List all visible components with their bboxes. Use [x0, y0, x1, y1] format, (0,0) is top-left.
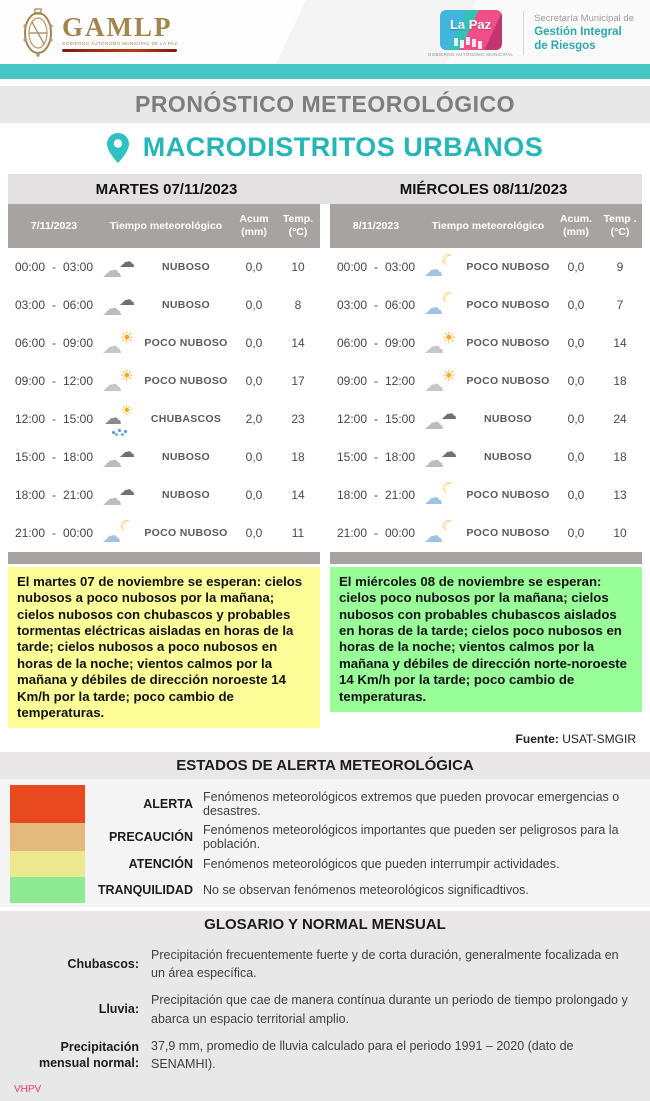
col-temp-line1: Temp .: [603, 212, 637, 225]
time-end: 06:00: [63, 298, 94, 312]
source-label: Fuente:: [515, 732, 559, 747]
weather-description: POCO NUBOSO: [466, 527, 550, 539]
time-start: 03:00: [336, 298, 367, 312]
alerts-list: [0, 779, 650, 907]
time-end: 15:00: [63, 412, 94, 426]
gamlp-subtitle: GOBIERNO AUTÓNOMO MUNICIPAL DE LA PAZ: [62, 41, 178, 47]
time-dash: -: [52, 260, 56, 274]
accumulation-value: 0,0: [245, 374, 263, 388]
alert-color-swatch: [10, 877, 85, 903]
teal-accent-bar: [0, 64, 650, 79]
col-acum-line2: (mm): [563, 226, 589, 238]
time-range: [330, 298, 422, 312]
temperature-value: 14: [291, 336, 305, 350]
forecast-rows: [8, 248, 320, 552]
alert-description: No se observan fenómenos meteorológicos significadtivos.: [203, 883, 529, 898]
weather-icon-cell: [100, 291, 140, 319]
weather-icon: [102, 253, 138, 281]
time-dash: -: [374, 260, 378, 274]
time-dash: -: [52, 526, 56, 540]
time-dash: -: [52, 336, 56, 350]
header-band: [0, 0, 650, 64]
forecast-row: [8, 248, 320, 286]
time-start: 15:00: [14, 450, 45, 464]
glossary-row: [14, 991, 636, 1027]
gamlp-ribbon: [62, 49, 177, 52]
secretaria-block: [534, 13, 634, 54]
forecast-row: [330, 324, 642, 362]
weather-icon-cell: [100, 443, 140, 471]
time-end: 06:00: [385, 298, 416, 312]
time-end: 03:00: [385, 260, 416, 274]
time-end: 03:00: [63, 260, 94, 274]
time-range: [330, 336, 422, 350]
time-start: 00:00: [336, 260, 367, 274]
alert-description: Fenómenos meteorológicos extremos que pueden provocar emergencias o desastres.: [203, 790, 620, 819]
glossary-title: GLOSARIO Y NORMAL MENSUAL: [204, 916, 446, 934]
weather-icon: [102, 519, 138, 547]
time-dash: -: [374, 298, 378, 312]
forecast-summaries: [0, 564, 650, 728]
time-dash: -: [374, 488, 378, 502]
weather-icon: [424, 481, 460, 509]
page-subtitle: MACRODISTRITOS URBANOS: [142, 132, 544, 162]
weather-description: POCO NUBOSO: [466, 489, 550, 501]
col-acum: [232, 213, 276, 239]
time-dash: -: [374, 336, 378, 350]
glossary-term: Lluvia:: [98, 1002, 139, 1017]
weather-icon: [424, 329, 460, 357]
forecast-summary-tuesday: El martes 07 de noviembre se esperan: cielos nubosos a poco nubosos por la mañana; cielos nubosos con chubascos y probables tormentas eléctricas aisladas en horas de la tarde; cielos nubosos a poco nubosos en horas de la noche; vientos calmos por la mañana y débiles de dirección noroeste 14 Km/h por la tarde; poco cambio de temperaturas.: [8, 567, 320, 728]
secretaria-line1: Secretaría Municipal de: [534, 12, 634, 24]
page-title: PRONÓSTICO METEOROLÓGICO: [134, 91, 515, 117]
forecast-row: [330, 400, 642, 438]
col-weather: Tiempo meteorológico: [431, 220, 545, 232]
forecast-row: [330, 362, 642, 400]
weather-icon: [102, 443, 138, 471]
weather-icon: [102, 329, 138, 357]
weather-icon: [102, 367, 138, 395]
glossary-row: [14, 1037, 636, 1073]
col-temp-line2: (°C): [288, 226, 308, 238]
time-end: 18:00: [385, 450, 416, 464]
weather-description: NUBOSO: [162, 489, 210, 501]
time-start: 06:00: [14, 336, 45, 350]
col-temp-line1: Temp.: [282, 212, 314, 225]
time-start: 15:00: [336, 450, 367, 464]
accumulation-value: 0,0: [567, 374, 585, 388]
temperature-value: 18: [613, 450, 627, 464]
time-range: [8, 450, 100, 464]
weather-icon-cell: [100, 519, 140, 547]
time-dash: -: [374, 374, 378, 388]
glossary-section-header: [0, 911, 650, 938]
alert-row: [0, 851, 650, 877]
time-start: 03:00: [14, 298, 45, 312]
col-date: 7/11/2023: [30, 220, 78, 232]
weather-description: POCO NUBOSO: [466, 337, 550, 349]
weather-icon-cell: [100, 253, 140, 281]
forecast-row: [8, 362, 320, 400]
table-footer-bar: [330, 552, 642, 564]
weather-description: CHUBASCOS: [150, 413, 222, 425]
alert-label: TRANQUILIDAD: [97, 883, 193, 898]
weather-icon-cell: [100, 481, 140, 509]
lapaz-skyline-icon: [454, 38, 458, 46]
weather-icon: [102, 481, 138, 509]
temperature-value: 24: [613, 412, 627, 426]
weather-icon-cell: [422, 405, 462, 433]
weather-icon: [424, 405, 460, 433]
lapaz-mosaic-icon: [440, 10, 502, 50]
temperature-value: 17: [291, 374, 305, 388]
time-end: 09:00: [63, 336, 94, 350]
time-start: 09:00: [336, 374, 367, 388]
weather-icon: [424, 291, 460, 319]
temperature-value: 23: [291, 412, 305, 426]
col-temp-line2: (°C): [610, 226, 630, 238]
col-temp: [598, 213, 642, 239]
accumulation-value: 0,0: [245, 298, 263, 312]
time-range: [8, 260, 100, 274]
alerts-title: ESTADOS DE ALERTA METEOROLÓGICA: [176, 757, 474, 775]
accumulation-value: 0,0: [567, 412, 585, 426]
time-dash: -: [52, 412, 56, 426]
column-header-row: [8, 204, 320, 248]
forecast-table-tuesday: [8, 204, 320, 564]
weather-description: POCO NUBOSO: [144, 527, 228, 539]
location-pin-icon: [107, 133, 129, 163]
accumulation-value: 0,0: [245, 336, 263, 350]
forecast-row: [8, 400, 320, 438]
alert-row: [0, 785, 650, 823]
lapaz-wordmark: La Paz: [449, 16, 492, 32]
accumulation-value: 0,0: [245, 488, 263, 502]
forecast-row: [330, 476, 642, 514]
weather-description: NUBOSO: [484, 451, 532, 463]
time-range: [330, 412, 422, 426]
time-start: 00:00: [14, 260, 45, 274]
weather-icon-cell: [422, 291, 462, 319]
time-range: [8, 412, 100, 426]
temperature-value: 9: [616, 260, 624, 274]
header-divider: [523, 11, 524, 55]
time-range: [8, 526, 100, 540]
accumulation-value: 0,0: [567, 450, 585, 464]
weather-icon-cell: [422, 443, 462, 471]
time-end: 21:00: [63, 488, 94, 502]
weather-icon: [424, 253, 460, 281]
alert-color-swatch: [10, 823, 85, 851]
weather-description: POCO NUBOSO: [144, 337, 228, 349]
secretaria-line3: de Riesgos: [534, 39, 596, 52]
time-start: 06:00: [336, 336, 367, 350]
accumulation-value: 0,0: [567, 336, 585, 350]
time-start: 12:00: [336, 412, 367, 426]
time-range: [330, 450, 422, 464]
glossary-definition: Precipitación frecuentemente fuerte y de corta duración, generalmente focalizada en un área específica.: [151, 948, 619, 981]
alert-color-swatch: [10, 851, 85, 877]
gamlp-logo: [20, 8, 177, 58]
glossary-definition: 37,9 mm, promedio de lluvia calculado para el periodo 1991 – 2020 (dato de SENAMHI).: [151, 1038, 574, 1071]
time-range: [8, 298, 100, 312]
time-range: [8, 488, 100, 502]
time-start: 18:00: [336, 488, 367, 502]
time-dash: -: [52, 298, 56, 312]
day-header-bar: [8, 174, 642, 204]
weather-description: POCO NUBOSO: [466, 375, 550, 387]
temperature-value: 8: [294, 298, 302, 312]
weather-icon: [102, 291, 138, 319]
time-start: 21:00: [14, 526, 45, 540]
weather-icon: [102, 405, 138, 433]
table-footer-bar: [8, 552, 320, 564]
col-acum: [554, 213, 598, 239]
accumulation-value: 0,0: [245, 450, 263, 464]
col-acum-line2: (mm): [241, 226, 267, 238]
alert-label: ALERTA: [143, 797, 193, 812]
temperature-value: 18: [291, 450, 305, 464]
time-start: 18:00: [14, 488, 45, 502]
time-range: [330, 374, 422, 388]
forecast-row: [8, 438, 320, 476]
temperature-value: 10: [613, 526, 627, 540]
time-end: 00:00: [385, 526, 416, 540]
glossary-row: [14, 946, 636, 982]
weather-description: POCO NUBOSO: [466, 299, 550, 311]
weather-description: POCO NUBOSO: [144, 375, 228, 387]
gamlp-crest-icon: [20, 8, 56, 58]
weather-description: NUBOSO: [162, 261, 210, 273]
column-header-row: [330, 204, 642, 248]
alert-description: Fenómenos meteorológicos que pueden interrumpir actividades.: [203, 857, 560, 872]
weather-icon-cell: [422, 367, 462, 395]
weather-description: NUBOSO: [484, 413, 532, 425]
time-end: 15:00: [385, 412, 416, 426]
accumulation-value: 2,0: [245, 412, 263, 426]
time-dash: -: [52, 450, 56, 464]
alerts-section-header: [0, 752, 650, 779]
alert-description: Fenómenos meteorológicos importantes que pueden ser peligrosos para la población.: [203, 823, 619, 852]
weather-icon-cell: [100, 405, 140, 433]
time-range: [8, 336, 100, 350]
forecast-row: [330, 438, 642, 476]
time-dash: -: [52, 488, 56, 502]
secretaria-line2: Gestión Integral: [534, 25, 622, 38]
col-weather: Tiempo meteorológico: [109, 220, 223, 232]
accumulation-value: 0,0: [245, 526, 263, 540]
glossary-term: Precipitación mensual normal:: [38, 1039, 139, 1070]
day-header-wednesday: MIÉRCOLES 08/11/2023: [399, 180, 568, 198]
forecast-row: [330, 514, 642, 552]
time-end: 09:00: [385, 336, 416, 350]
report-title-bar: [0, 86, 650, 123]
lapaz-subtitle: GOBIERNO AUTÓNOMO MUNICIPAL: [427, 51, 514, 57]
temperature-value: 14: [613, 336, 627, 350]
gamlp-wordmark: GAMLP: [62, 12, 173, 43]
rain-drops-icon: [112, 431, 115, 434]
time-dash: -: [52, 374, 56, 388]
forecast-rows: [330, 248, 642, 552]
weather-description: NUBOSO: [162, 451, 210, 463]
time-end: 12:00: [385, 374, 416, 388]
time-end: 21:00: [385, 488, 416, 502]
report-subtitle-row: [0, 123, 650, 172]
forecast-row: [8, 514, 320, 552]
accumulation-value: 0,0: [245, 260, 263, 274]
time-end: 12:00: [63, 374, 94, 388]
weather-description: NUBOSO: [162, 299, 210, 311]
weather-icon-cell: [100, 329, 140, 357]
time-range: [8, 374, 100, 388]
forecast-table-wednesday: [330, 204, 642, 564]
temperature-value: 14: [291, 488, 305, 502]
accumulation-value: 0,0: [567, 298, 585, 312]
time-end: 00:00: [63, 526, 94, 540]
source-line: [0, 728, 650, 748]
time-start: 09:00: [14, 374, 45, 388]
forecast-row: [330, 248, 642, 286]
weather-description: POCO NUBOSO: [466, 261, 550, 273]
source-value: USAT-SMGIR: [558, 732, 636, 747]
forecast-tables: [0, 204, 650, 564]
time-dash: -: [374, 526, 378, 540]
day-header-tuesday: MARTES 07/11/2023: [95, 180, 238, 198]
time-dash: -: [374, 412, 378, 426]
glossary-definition: Precipitación que cae de manera contínua durante un periodo de tiempo prolongado y abarca un espacio territorial amplio.: [151, 993, 628, 1026]
glossary-list: [0, 938, 650, 1101]
alert-label: ATENCIÓN: [128, 857, 193, 872]
forecast-row: [330, 286, 642, 324]
alert-color-swatch: [10, 785, 85, 823]
time-start: 21:00: [336, 526, 367, 540]
forecast-row: [8, 324, 320, 362]
lapaz-logo: [428, 10, 513, 57]
col-date: 8/11/2023: [352, 220, 400, 232]
weather-icon: [424, 443, 460, 471]
col-temp: [276, 213, 320, 239]
time-range: [330, 488, 422, 502]
weather-icon: [424, 519, 460, 547]
accumulation-value: 0,0: [567, 526, 585, 540]
forecast-row: [8, 476, 320, 514]
time-start: 12:00: [14, 412, 45, 426]
weather-icon-cell: [422, 253, 462, 281]
temperature-value: 10: [291, 260, 305, 274]
col-acum-line1: Acum.: [559, 212, 593, 225]
temperature-value: 18: [613, 374, 627, 388]
glossary-term: Chubascos:: [67, 957, 139, 972]
time-range: [330, 260, 422, 274]
weather-icon-cell: [422, 481, 462, 509]
temperature-value: 7: [616, 298, 624, 312]
alert-row: [0, 823, 650, 851]
temperature-value: 11: [291, 526, 305, 540]
alert-label: PRECAUCIÓN: [108, 830, 193, 845]
time-range: [330, 526, 422, 540]
time-dash: -: [374, 450, 378, 464]
alert-row: [0, 877, 650, 903]
forecast-summary-wednesday: El miércoles 08 de noviembre se esperan: cielos poco nubosos por la mañana; cielos nubosos con probables chubascos aislados en horas de la tarde; cielos poco nubosos en horas de la noche; vientos calmos por la mañana y débiles de dirección norte-noroeste 14 Km/h por la tarde; poco cambio de temperaturas.: [330, 567, 642, 712]
accumulation-value: 0,0: [567, 488, 585, 502]
col-acum-line1: Acum: [239, 212, 269, 225]
temperature-value: 13: [613, 488, 627, 502]
time-end: 18:00: [63, 450, 94, 464]
forecast-row: [8, 286, 320, 324]
weather-icon-cell: [422, 329, 462, 357]
weather-icon-cell: [100, 367, 140, 395]
author-initials: VHPV: [14, 1083, 42, 1095]
accumulation-value: 0,0: [567, 260, 585, 274]
weather-icon-cell: [422, 519, 462, 547]
weather-icon: [424, 367, 460, 395]
glossary-rows: [14, 946, 636, 1073]
